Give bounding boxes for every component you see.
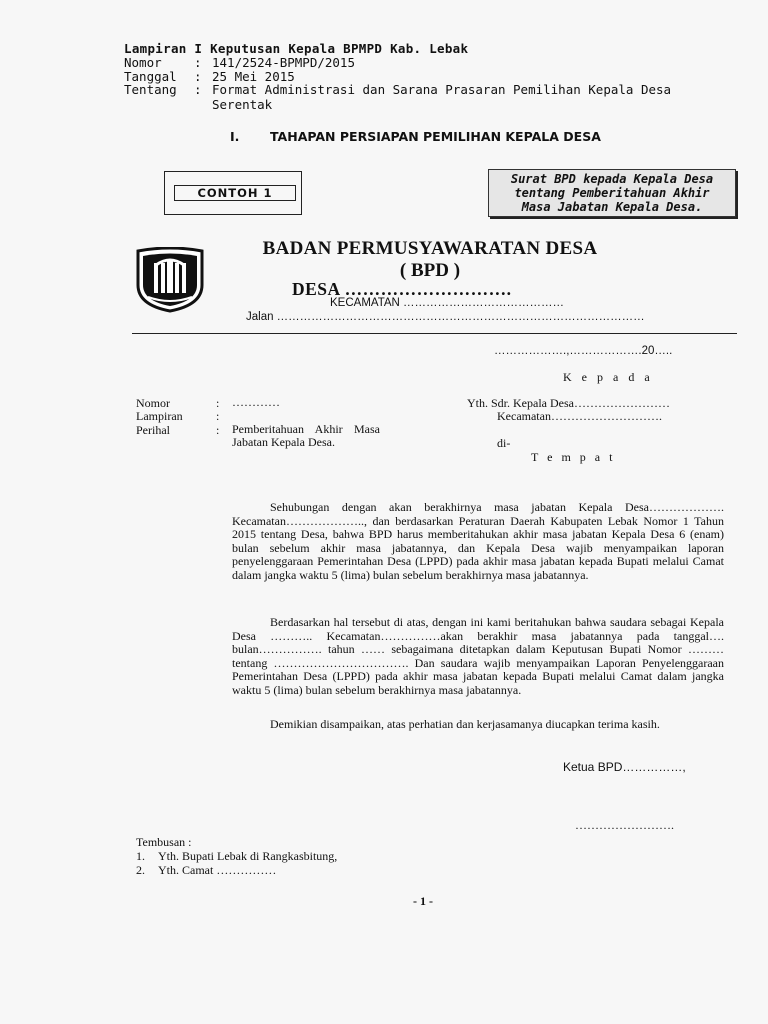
ref-perihal-key: Perihal (136, 423, 170, 437)
address-recipient: Yth. Sdr. Kepala Desa…………………… (467, 396, 670, 410)
ref-nomor-key: Nomor (136, 396, 170, 410)
ref-nomor-colon: : (216, 396, 220, 410)
lampiran-tentang-colon: : (194, 82, 202, 97)
signature-name: ……………………. (575, 818, 674, 832)
tembusan-item-text: Yth. Bupati Lebak di Rangkasbitung, (158, 849, 338, 863)
letter-date-line: ……………….,……………….20….. (494, 345, 673, 357)
lampiran-nomor-row (124, 55, 692, 70)
regency-seal-icon (134, 247, 206, 313)
lampiran-nomor-value: 141/2524-BPMPD/2015 (212, 55, 355, 70)
lampiran-tanggal-key: Tanggal (124, 69, 177, 84)
note-line-3: Masa Jabatan Kepala Desa. (521, 200, 703, 214)
note-line-1: Surat BPD kepada Kepala Desa (510, 172, 714, 186)
tembusan-item (136, 849, 337, 864)
letterhead-jalan: Jalan …………………………………………………………………………………… (246, 311, 645, 323)
body-paragraph-1-text: Sehubungan dengan akan berakhirnya masa jabatan Kepala Desa………………. Kecamatan……………….., dan berdasarkan Peraturan Daerah Kabupaten Lebak Nomor 1 Tahun 2015 tentang Desa, bahwa BPD harus memberitahukan akhir masa jabatan Kepala Desa 6 (enam) bulan sebelum akhir masa jabatannya, dan Kepala Desa wajib menyampaikan laporan penyelenggaraan Pemerintahan Desa (LPPD) pada akhir masa jabatan kepada Bupati melalui Camat dalam jangka waktu 5 (lima) bulan sebelum berakhirnya masa jabatannya. (232, 500, 724, 582)
body-paragraph-1 (232, 501, 724, 582)
tembusan-heading: Tembusan : (136, 835, 192, 849)
letterhead-title: BADAN PERMUSYAWARATAN DESA (262, 238, 598, 259)
address-di: di- (497, 436, 511, 450)
ref-lampiran-colon: : (216, 409, 220, 423)
ref-perihal-value: Pemberitahuan Akhir Masa Jabatan Kepala Desa. (232, 422, 380, 449)
letterhead-divider (132, 333, 737, 334)
ref-perihal-colon: : (216, 423, 220, 437)
lampiran-nomor-colon: : (194, 55, 202, 70)
lampiran-tanggal-value: 25 Mei 2015 (212, 69, 295, 84)
format-note-box (488, 169, 736, 217)
note-line-2: tentang Pemberitahuan Akhir (514, 186, 710, 200)
body-paragraph-3 (232, 718, 724, 732)
letterhead-desa: DESA ………………………. (292, 279, 512, 299)
address-kecamatan: Kecamatan………………………. (497, 409, 662, 423)
body-paragraph-2-text: Berdasarkan hal tersebut di atas, dengan ini kami beritahukan bahwa saudara sebagai Kepala Desa ……….. Kecamatan……………akan berakhir masa jabatannya pada tanggal…. bulan……………. tahun …… sebagaimana ditetapkan dalam Keputusan Bupati Nomor ……… tentang ……………………………. Dan saudara wajib menyampaikan Laporan Penyelenggaraan Pemerintahan Desa (LPPD) pada akhir masa jabatan kepada Bupati melalui Camat dalam jangka waktu 5 (lima) bulan sebelum berakhirnya masa jabatannya. (232, 615, 724, 697)
ref-perihal-row (136, 423, 380, 449)
section-number: I. (230, 129, 240, 144)
letterhead-kecamatan: KECAMATAN …………………………………… (330, 297, 565, 309)
tembusan-item-number: 1. (136, 849, 145, 863)
ref-nomor-value: ………… (232, 395, 280, 409)
section-title: TAHAPAN PERSIAPAN PEMILIHAN KEPALA DESA (270, 129, 601, 144)
section-heading (230, 129, 601, 144)
lampiran-tentang-key: Tentang (124, 82, 177, 97)
tembusan-item-number: 2. (136, 863, 145, 877)
tembusan-item (136, 863, 276, 878)
lampiran-nomor-key: Nomor (124, 55, 162, 70)
body-paragraph-3-text: Demikian disampaikan, atas perhatian dan kerjasamanya diucapkan terima kasih. (270, 717, 660, 731)
address-tempat: T e m p a t (531, 450, 616, 464)
lampiran-tanggal-colon: : (194, 69, 202, 84)
contoh-label: CONTOH 1 (174, 185, 296, 201)
signature-title: Ketua BPD……………, (563, 760, 686, 774)
page-number: - 1 - (413, 894, 433, 908)
ref-lampiran-key: Lampiran (136, 409, 183, 423)
kepada-label: K e p a d a (563, 370, 654, 384)
lampiran-title: Lampiran I Keputusan Kepala BPMPD Kab. Lebak (124, 41, 469, 56)
lampiran-tentang-row (124, 82, 692, 112)
letterhead-abbrev: ( BPD ) (399, 260, 461, 281)
tembusan-item-text: Yth. Camat …………… (158, 863, 277, 877)
body-paragraph-2 (232, 616, 724, 697)
lampiran-tentang-value: Format Administrasi dan Sarana Prasaran Pemilihan Kepala Desa Serentak (212, 82, 672, 112)
